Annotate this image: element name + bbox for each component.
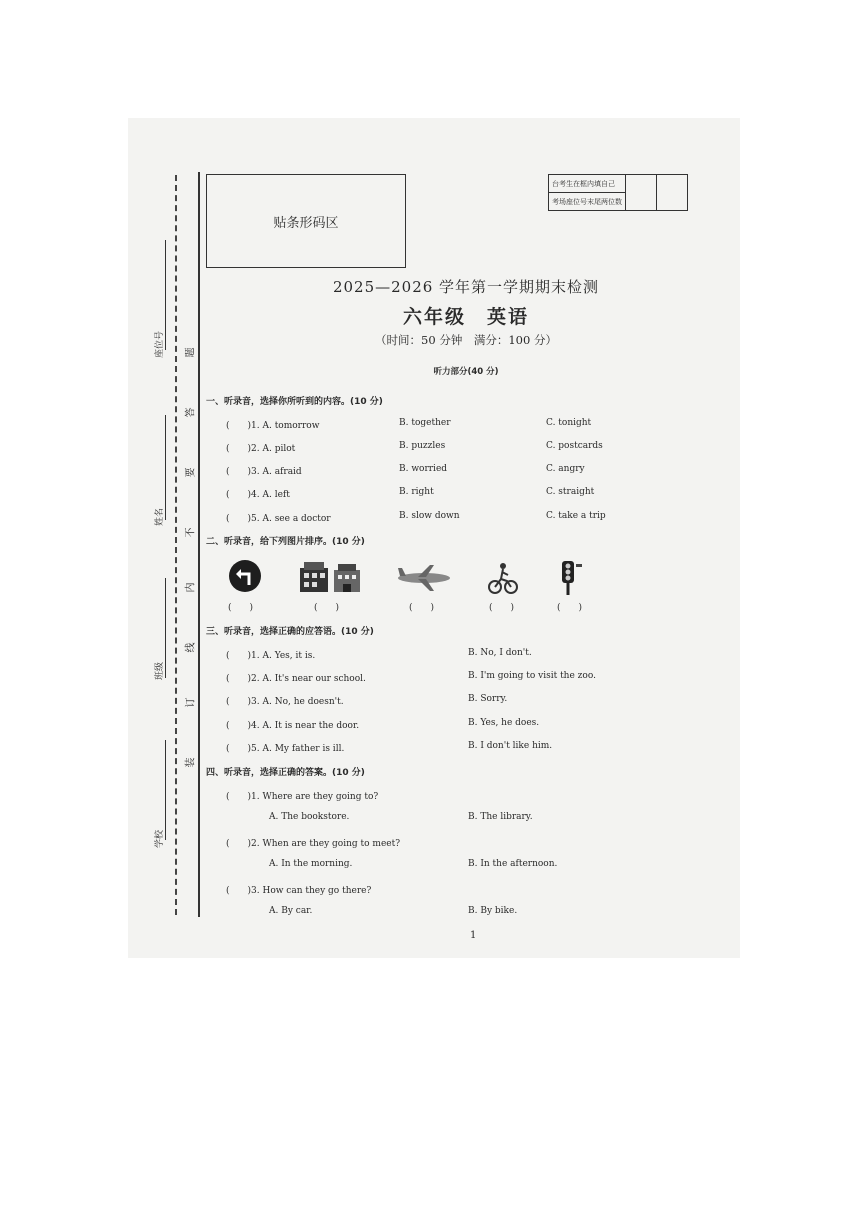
section2-title: 二、听录音，给下列图片排序。(10 分) (206, 537, 365, 547)
s4-q1-b: B. The library. (468, 812, 533, 822)
s1-q1-b: B. together (399, 418, 451, 428)
s4-q2-a: A. In the morning. (269, 859, 353, 869)
airplane-icon (396, 563, 452, 593)
seat-number-label: 座位号 (155, 330, 165, 358)
traffic-light-icon (556, 560, 586, 596)
s3-q2-b: B. I'm going to visit the zoo. (468, 671, 596, 681)
school-line (165, 740, 166, 840)
section4-title: 四、听录音，选择正确的答案。(10 分) (206, 768, 365, 778)
barcode-area (206, 174, 406, 268)
grade-subject: 六年级 英语 (402, 306, 529, 328)
s1-q4-c: C. straight (546, 487, 595, 497)
s1-q2: ( )2. A. pilot (226, 444, 296, 454)
picture-blank[interactable]: ( ) (409, 603, 435, 613)
section3-title: 三、听录音，选择正确的应答语。(10 分) (206, 627, 374, 637)
picture-blank[interactable]: ( ) (489, 603, 515, 613)
barcode-area-label: 贴条形码区 (273, 215, 339, 231)
seat-number-table (548, 174, 688, 211)
s1-q4: ( )4. A. left (226, 490, 290, 500)
s4-q1: ( )1. Where are they going to? (226, 792, 379, 802)
binding-char: 线 (185, 642, 197, 653)
s1-q1-c: C. tonight (546, 418, 592, 428)
s3-q4-b: B. Yes, he does. (468, 718, 540, 728)
school-label: 学校 (155, 829, 165, 848)
s4-q2-b: B. In the afternoon. (468, 859, 558, 869)
binding-solid-line (198, 172, 200, 917)
s1-q2-b: B. puzzles (399, 441, 446, 451)
s1-q3-c: C. angry (546, 464, 585, 474)
binding-char: 答 (185, 407, 197, 418)
turn-left-sign-icon (228, 559, 262, 593)
s1-q5: ( )5. A. see a doctor (226, 514, 331, 524)
s4-q3-b: B. By bike. (468, 906, 518, 916)
binding-char: 订 (185, 697, 197, 708)
seat-digit-box[interactable] (657, 175, 688, 211)
binding-char: 题 (185, 347, 197, 358)
s4-q1-a: A. The bookstore. (269, 812, 350, 822)
class-line (165, 578, 166, 678)
seat-note-line1: 台考生在框内填自己 (549, 175, 626, 193)
s1-q2-c: C. postcards (546, 441, 603, 451)
s3-q3-b: B. Sorry. (468, 694, 508, 704)
class-label: 班级 (155, 661, 165, 680)
s3-q4-a: ( )4. A. It is near the door. (226, 721, 360, 731)
binding-char: 内 (185, 582, 197, 593)
exam-title: 2025—2026 学年第一学期期末检测 (332, 278, 600, 296)
s1-q5-b: B. slow down (399, 511, 460, 521)
s3-q2-a: ( )2. A. It's near our school. (226, 674, 366, 684)
s3-q1-b: B. No, I don't. (468, 648, 532, 658)
section1-title: 一、听录音，选择你所听到的内容。(10 分) (206, 397, 383, 407)
time-score: （时间：50 分钟 满分：100 分） (375, 333, 557, 347)
picture-blank[interactable]: ( ) (557, 603, 583, 613)
picture-blank[interactable]: ( ) (228, 603, 254, 613)
s1-q3: ( )3. A. afraid (226, 467, 302, 477)
seat-digit-box[interactable] (626, 175, 657, 211)
s3-q5-a: ( )5. A. My father is ill. (226, 744, 345, 754)
binding-dashed-line (175, 175, 177, 915)
page-number: 1 (470, 930, 477, 941)
s1-q5-c: C. take a trip (546, 511, 606, 521)
s1-q3-b: B. worried (399, 464, 448, 474)
binding-char: 装 (185, 757, 197, 768)
s4-q3-a: A. By car. (269, 906, 313, 916)
seat-number-line (165, 240, 166, 350)
s1-q4-b: B. right (399, 487, 434, 497)
cyclist-icon (488, 561, 518, 595)
s1-q1: ( )1. A. tomorrow (226, 421, 320, 431)
s4-q2: ( )2. When are they going to meet? (226, 839, 401, 849)
s3-q1-a: ( )1. A. Yes, it is. (226, 651, 316, 661)
name-label: 姓名 (155, 507, 165, 526)
seat-note-line2: 考场座位号末尾两位数 (549, 193, 626, 211)
picture-blank[interactable]: ( ) (314, 603, 340, 613)
listening-header: 听力部分(40 分) (433, 367, 499, 377)
binding-char: 不 (185, 527, 197, 538)
buildings-icon (298, 560, 364, 594)
binding-char: 要 (185, 467, 197, 478)
name-line (165, 415, 166, 520)
s3-q5-b: B. I don't like him. (468, 741, 553, 751)
s4-q3: ( )3. How can they go there? (226, 886, 372, 896)
s3-q3-a: ( )3. A. No, he doesn't. (226, 697, 344, 707)
